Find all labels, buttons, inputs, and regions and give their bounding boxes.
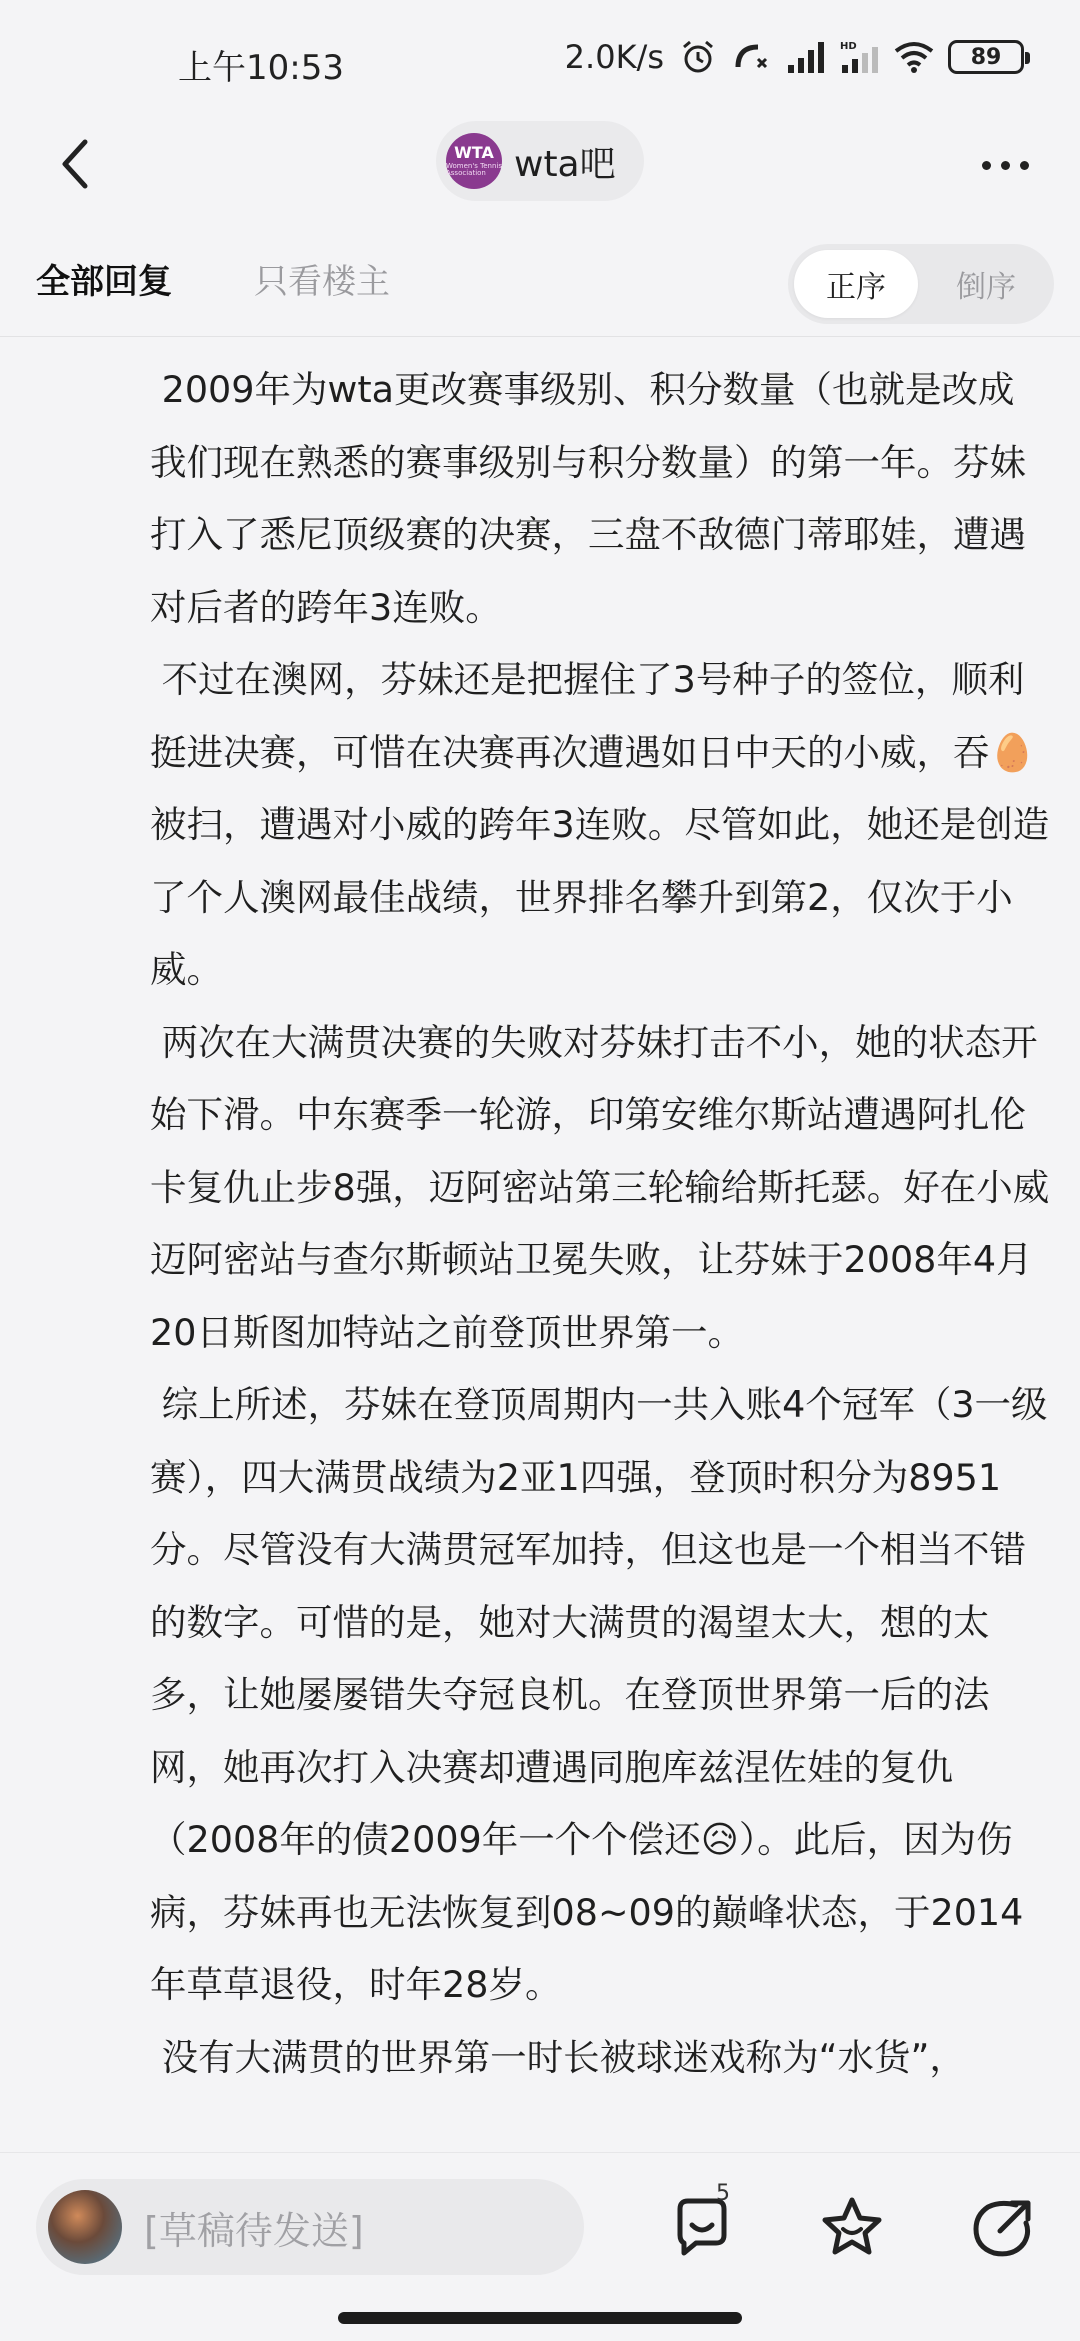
- nav-bar: [0, 115, 1080, 215]
- more-dot-icon: [982, 161, 991, 170]
- avatar: [48, 2190, 122, 2264]
- post-content: [150, 354, 1050, 2094]
- home-indicator[interactable]: [338, 2312, 742, 2324]
- post-paragraph: 2009年为wta更改赛事级别、积分数量（也就是改成我们现在熟悉的赛事级别与积分数量）的第一年。芬妹打入了悉尼顶级赛的决赛，三盘不敌德门蒂耶娃，遭遇对后者的跨年3连败。: [150, 368, 1026, 629]
- chevron-left-icon: [55, 134, 95, 194]
- post-paragraph: 综上所述，芬妹在登顶周期内一共入账4个冠军（3一级赛），四大满贯战绩为2亚1四强，登顶时积分为8951分。尽管没有大满贯冠军加持，但这也是一个相当不错的数字。可惜的是，她对大满贯的渴望太大，想的太多，让她屡屡错失夺冠良机。在登顶世界第一后的法网，她再次打入决赛却遭遇同胞库兹涅佐娃的复仇（2008年的债2009年一个个偿还😥）。此后，因为伤病，芬妹再也无法恢复到08~09的巅峰状态，于2014年草草退役，时年28岁。: [150, 1383, 1048, 2006]
- share-icon: [970, 2195, 1034, 2259]
- comment-count: 5: [716, 2181, 730, 2206]
- back-button[interactable]: [40, 129, 110, 199]
- more-dot-icon: [1001, 161, 1010, 170]
- post-paragraph: 不过在澳网，芬妹还是把握住了3号种子的签位，顺利挺进决赛，可惜在决赛再次遭遇如日中天的小威，吞🥚被扫，遭遇对小威的跨年3连败。尽管如此，她还是创造了个人澳网最佳战绩，世界排名攀升到第2，仅次于小威。: [150, 658, 1050, 991]
- wifi-icon: [894, 39, 934, 75]
- status-bar: [0, 0, 1080, 120]
- status-time: 上午10:53: [178, 48, 344, 88]
- signal-icon: [786, 39, 826, 75]
- reply-draft-input[interactable]: [36, 2179, 584, 2275]
- star-icon: [819, 2195, 885, 2259]
- hd-label: HD: [840, 41, 857, 52]
- hd-signal-icon: [840, 39, 880, 75]
- forum-name: wta吧: [514, 143, 616, 185]
- favorite-button[interactable]: [816, 2191, 888, 2263]
- more-button[interactable]: [970, 135, 1040, 195]
- post-paragraph: 两次在大满贯决赛的失败对芬妹打击不小，她的状态开始下滑。中东赛季一轮游，印第安维尔斯站遭遇阿扎伦卡复仇止步8强，迈阿密站第三轮输给斯托瑟。好在小威迈阿密站与查尔斯顿站卫冕失败，让芬妹于2008年4月20日斯图加特站之前登顶世界第一。: [150, 1020, 1050, 1354]
- share-button[interactable]: [966, 2191, 1038, 2263]
- reply-filter-bar: [0, 240, 1080, 337]
- alarm-icon: [678, 39, 718, 75]
- more-dot-icon: [1020, 161, 1029, 170]
- no-data-icon: [732, 39, 772, 75]
- post-paragraph: 没有大满贯的世界第一时长被球迷戏称为“水货”，: [150, 2035, 966, 2079]
- battery-icon: [948, 40, 1024, 74]
- battery-level: 89: [970, 44, 1002, 70]
- draft-placeholder: [草稿待发送]: [144, 2208, 364, 2253]
- forum-pill[interactable]: [436, 121, 644, 201]
- sort-ascending-button[interactable]: 正序: [794, 250, 918, 318]
- sort-descending-button[interactable]: 倒序: [956, 270, 1016, 305]
- tab-owner-only[interactable]: 只看楼主: [254, 262, 390, 302]
- network-speed: 2.0K/s: [564, 38, 664, 76]
- status-icons: [565, 38, 1024, 76]
- forum-logo: WTA Women's Tennis Association: [446, 133, 502, 189]
- tab-all-replies[interactable]: 全部回复: [36, 262, 172, 302]
- sort-order-toggle: [788, 244, 1054, 324]
